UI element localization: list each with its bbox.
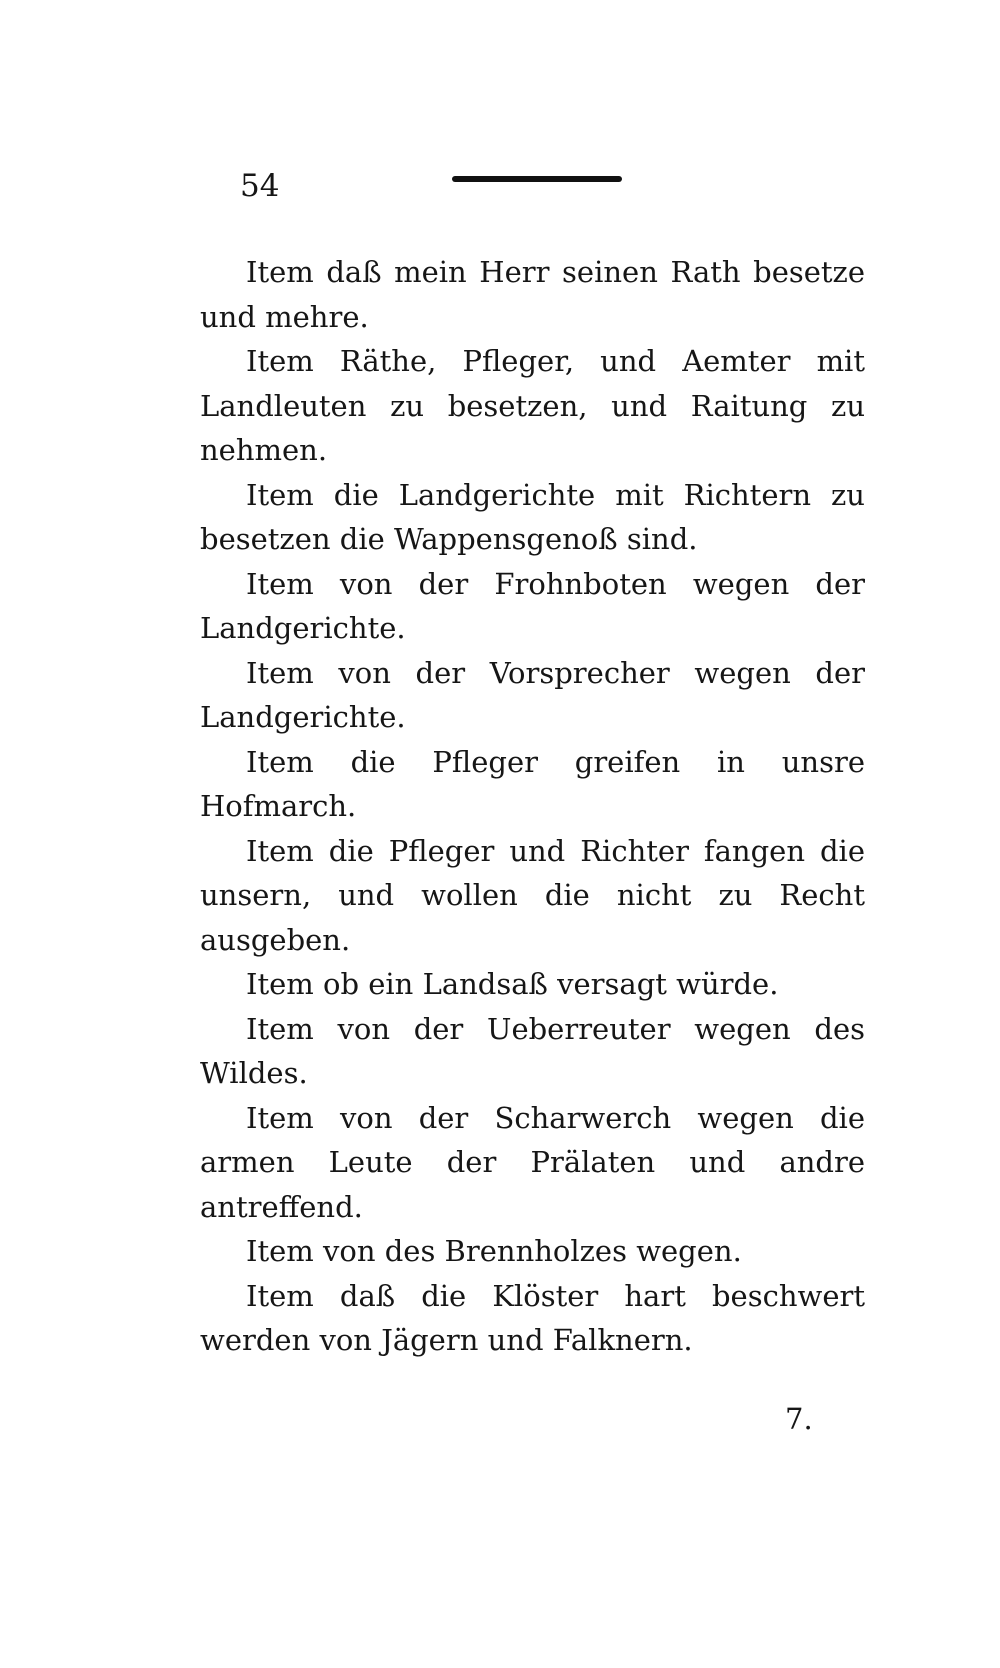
paragraph: Item von der Ueberreuter wegen des Wildes. bbox=[200, 1011, 865, 1090]
paragraph: Item von der Vorsprecher wegen der Landgerichte. bbox=[200, 655, 865, 734]
page-number: 54 bbox=[240, 168, 280, 204]
paragraph: Item daß mein Herr seinen Rath besetze und mehre. bbox=[200, 255, 865, 334]
paragraph: Item ob ein Landsaß versagt würde. bbox=[246, 967, 779, 1001]
paragraph: Item daß die Klöster hart beschwert werden von Jägern und Falknern. bbox=[200, 1278, 865, 1357]
header-rule bbox=[452, 176, 622, 182]
paragraph: Item die Pfleger und Richter fangen die unsern, und wollen die nicht zu Recht ausgeben. bbox=[200, 833, 865, 957]
paragraph: Item von der Scharwerch wegen die armen Leute der Prälaten und andre antreffend. bbox=[200, 1100, 865, 1224]
paragraph: Item von des Brennholzes wegen. bbox=[246, 1234, 742, 1268]
body-text bbox=[200, 250, 865, 1363]
paragraph: Item Räthe, Pfleger, und Aemter mit Landleuten zu besetzen, und Raitung zu nehmen. bbox=[200, 344, 865, 467]
paragraph: Item von der Frohnboten wegen der Landgerichte. bbox=[200, 566, 865, 645]
paragraph: Item die Landgerichte mit Richtern zu besetzen die Wappensgenoß sind. bbox=[200, 477, 865, 556]
catchword: 7. bbox=[785, 1402, 813, 1436]
paragraph: Item die Pfleger greifen in unsre Hofmarch. bbox=[200, 744, 865, 823]
